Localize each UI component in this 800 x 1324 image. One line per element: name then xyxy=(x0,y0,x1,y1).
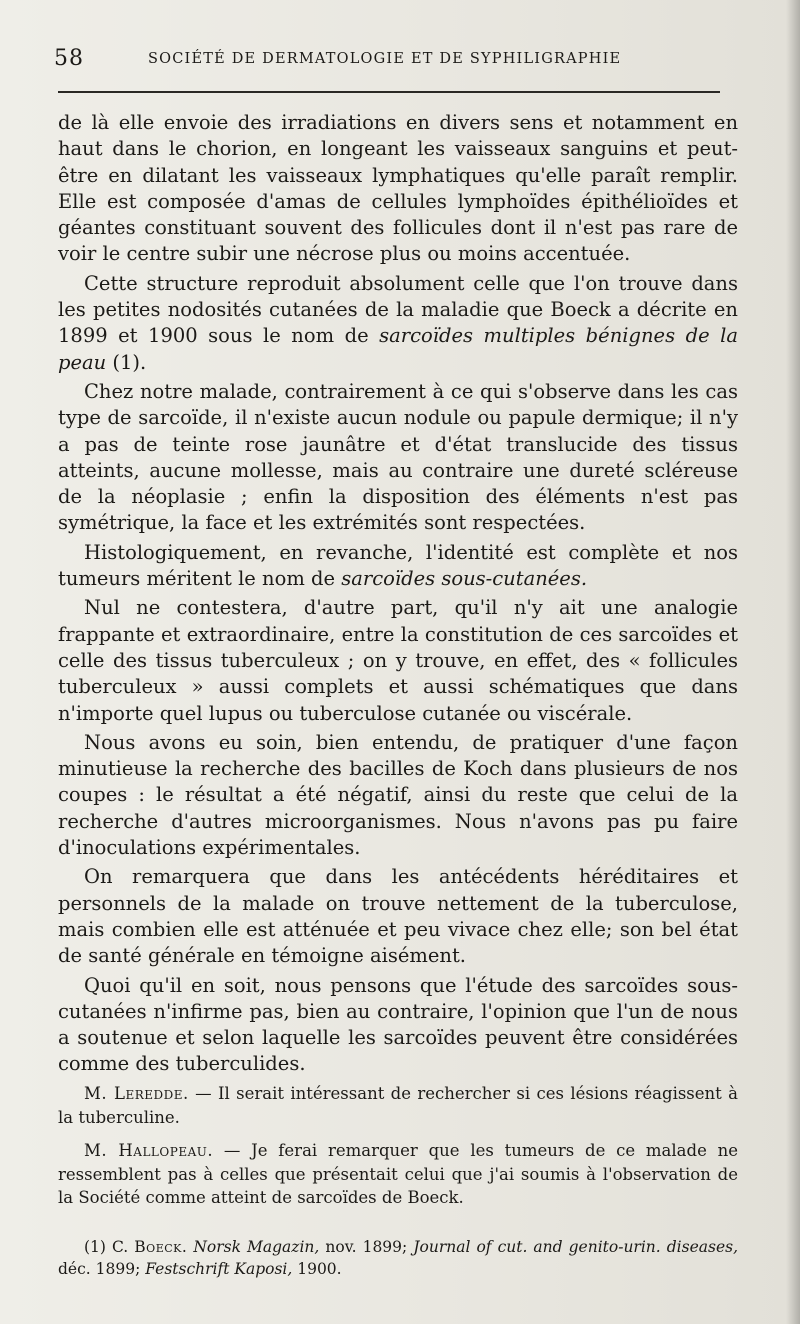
discussion-section xyxy=(58,1082,738,1220)
paragraph-2-text: Cette structure reproduit absolument celle que l'on trouve dans les petites nodosités cutanées de la maladie que Boeck a décrite en 1899 et 1900 sous le nom de xyxy=(58,271,738,348)
footnote-1 xyxy=(58,1236,738,1280)
speaker-leredde: M. Leredde. xyxy=(84,1084,189,1103)
paragraph-2-italic: sarcoïdes multiples bénignes de la peau xyxy=(58,324,739,374)
footnote-date-1: nov. 1899; xyxy=(319,1238,414,1256)
footnote xyxy=(58,1236,738,1280)
footnote-date-3: 1900. xyxy=(292,1260,342,1278)
header-rule xyxy=(58,91,720,93)
page-header xyxy=(54,44,734,72)
paragraph-8: Quoi qu'il en soit, nous pensons que l'étude des sarcoïdes sous-cutanées n'infirme pas, bien au contraire, l'opinion que l'un de nous a soutenue et selon laquelle les sarcoïdes peuvent être considérées comme des tuberculides. xyxy=(58,973,738,1076)
footnote-date-2: déc. 1899; xyxy=(58,1260,146,1278)
paragraph-4-italic: sarcoïdes sous-cutanées. xyxy=(341,567,588,591)
page-number: 58 xyxy=(54,46,84,71)
speaker-hallopeau: M. Hallopeau. xyxy=(84,1141,214,1160)
running-head: SOCIÉTÉ DE DERMATOLOGIE ET DE SYPHILIGRAPHIE xyxy=(148,51,622,67)
paragraph-2-end: (1). xyxy=(106,350,147,374)
paragraph-3: Chez notre malade, contrairement à ce qui s'observe dans les cas type de sarcoïde, il n'existe aucun nodule ou papule dermique; il n'y a pas de teinte rose jaunâtre et d'état translucide des tissus atteints, aucune mollesse, mais au contraire une dureté scléreuse de la néoplasie ; enfin la disposition des éléments n'est pas symétrique, la face et les extrémités sont respectées. xyxy=(58,379,738,535)
paragraph-4-text: Histologiquement, en revanche, l'identité est complète et nos tumeurs méritent le nom de xyxy=(58,540,738,591)
footnote-journal-3: Festschrift Kaposi, xyxy=(145,1260,293,1278)
remark-leredde: — Il serait intéressant de rechercher si ces lésions réagissent à la tuberculine. xyxy=(58,1084,738,1127)
footnote-journal-1: Norsk Magazin, xyxy=(193,1238,320,1256)
paragraph-6: Nous avons eu soin, bien entendu, de pratiquer d'une façon minutieuse la recherche des bacilles de Koch dans plusieurs de nos coupes : le résultat a été négatif, ainsi du reste que celui de la recherche d'autres microorganismes. Nous n'avons pas pu faire d'inoculations expérimentales. xyxy=(58,730,738,860)
discussion-leredde xyxy=(58,1082,738,1129)
paragraph-1: de là elle envoie des irradiations en divers sens et notamment en haut dans le chorion, en longeant les vaisseaux sanguins et peut-être en dilatant les vaisseaux lymphatiques qu'elle paraît remplir. Elle est composée d'amas de cellules lymphoïdes épithélioïdes et géantes constituant souvent des follicules dont il n'est pas rare de voir le centre subir une nécrose plus ou moins accentuée. xyxy=(58,111,738,266)
paragraph-7: On remarquera que dans les antécédents héréditaires et personnels de la malade on trouve nettement de la tuberculose, mais combien elle est atténuée et peu vivace chez elle; son bel état de santé générale en témoigne aisément. xyxy=(58,865,738,968)
paragraph-5: Nul ne contestera, d'autre part, qu'il n'y ait une analogie frappante et extraordinaire, entre la constitution de ces sarcoïdes et celle des tissus tuberculeux ; on y trouve, en effet, des « follicules tuberculeux » aussi complets et aussi schématiques que dans n'importe quel lupus ou tuberculose cutanée ou viscérale. xyxy=(58,596,738,725)
footnote-author: Boeck. xyxy=(134,1238,188,1256)
page-edge-shadow xyxy=(786,0,800,1324)
footnote-marker: (1) C. xyxy=(84,1238,135,1256)
footnote-journal-2: Journal of cut. and genito-urin. diseases, xyxy=(413,1238,739,1256)
body-text xyxy=(58,110,738,1078)
discussion-hallopeau xyxy=(58,1139,738,1210)
paragraph-2 xyxy=(58,271,738,376)
remark-hallopeau: — Je ferai remarquer que les tumeurs de ce malade ne ressemblent pas à celles que présentait celui que j'ai soumis à l'observation de la Société comme atteint de sarcoïdes de Boeck. xyxy=(58,1141,738,1207)
paragraph-4 xyxy=(58,540,738,593)
